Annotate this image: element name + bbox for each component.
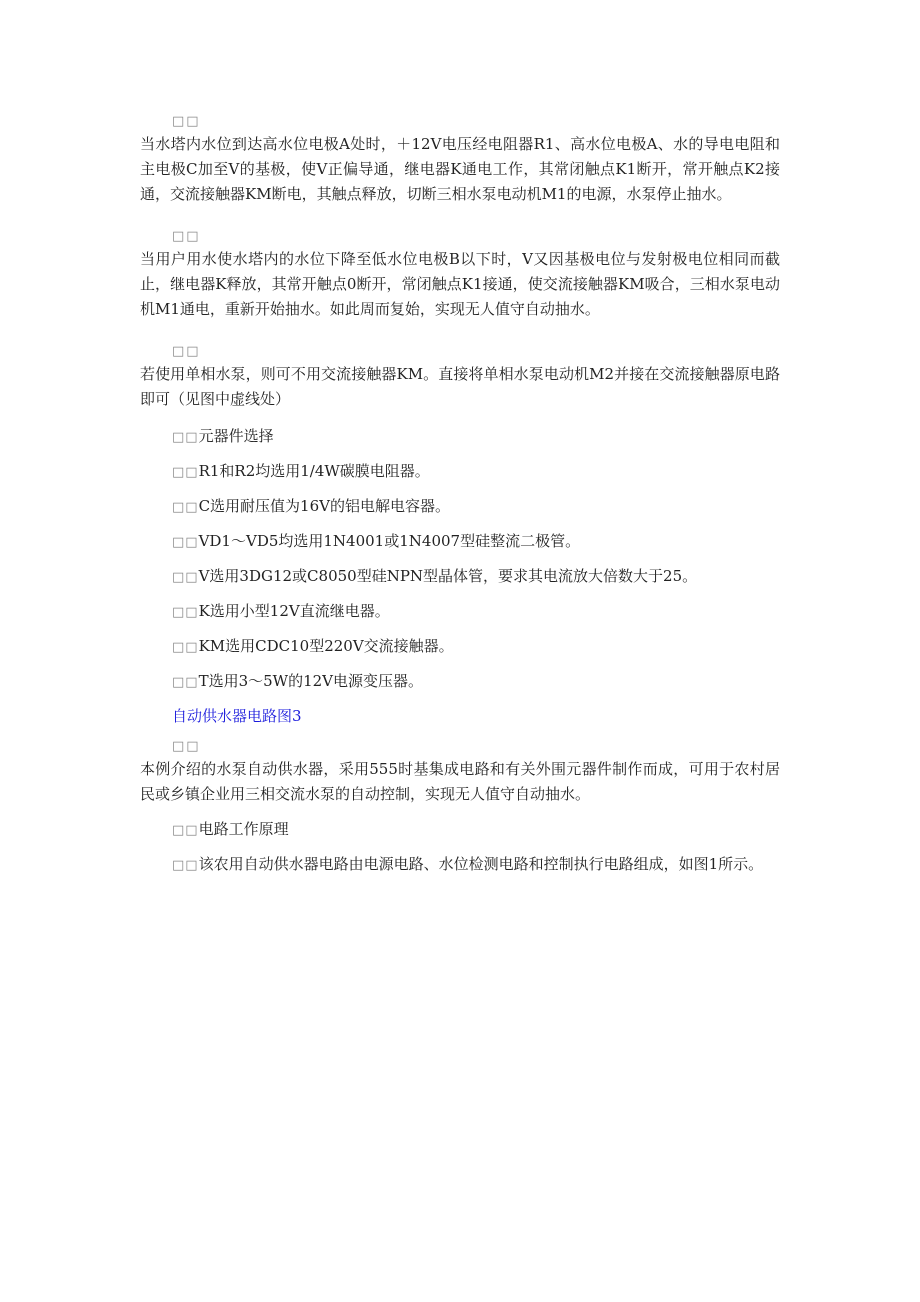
principle-heading-text: 电路工作原理 <box>198 820 289 838</box>
paragraph-principle <box>140 852 780 878</box>
component-item <box>140 459 780 484</box>
document-body <box>140 112 780 898</box>
component-item-text: KM选用CDC10型220V交流接触器。 <box>198 637 454 655</box>
paragraph-high-water: 当水塔内水位到达高水位电极A处时，＋12V电压经电阻器R1、高水位电极A、水的导电电阻和主电极C加至V的基极，使V正偏导通，继电器K通电工作，其常闭触点K1断开，常开触点K2接通，交流接触器KM断电，其触点释放，切断三相水泵电动机M1的电源，水泵停止抽水。 <box>140 135 780 203</box>
component-item <box>140 634 780 659</box>
placeholder-glyph: □□ <box>172 344 201 359</box>
components-heading <box>140 424 780 449</box>
placeholder-glyph: □□ <box>172 739 201 754</box>
placeholder-glyph: □□ <box>172 535 199 550</box>
principle-heading <box>140 817 780 842</box>
component-item <box>140 529 780 554</box>
placeholder-glyph: □□ <box>172 229 201 244</box>
placeholder-glyph: □□ <box>172 430 199 445</box>
component-item <box>140 599 780 624</box>
component-item <box>140 494 780 519</box>
component-item-text: VD1～VD5均选用1N4001或1N4007型硅整流二极管。 <box>198 532 581 550</box>
paragraph-intro: 本例介绍的水泵自动供水器，采用555时基集成电路和有关外围元器件制作而成，可用于农村居民或乡镇企业用三相交流水泵的自动控制，实现无人值守自动抽水。 <box>140 760 780 803</box>
placeholder-glyph: □□ <box>172 465 199 480</box>
placeholder-glyph: □□ <box>172 500 199 515</box>
component-item-text: T选用3～5W的12V电源变压器。 <box>198 672 424 690</box>
placeholder-glyph: □□ <box>172 570 199 585</box>
placeholder-glyph: □□ <box>172 114 201 129</box>
component-item-text: V选用3DG12或C8050型硅NPN型晶体管，要求其电流放大倍数大于25。 <box>198 567 698 585</box>
component-item <box>140 564 780 589</box>
components-heading-text: 元器件选择 <box>198 427 274 445</box>
paragraph-low-water: 当用户用水使水塔内的水位下降至低水位电极B以下时，V又因基极电位与发射极电位相同而截止，继电器K释放，其常开触点0断开，常闭触点K1接通，使交流接触器KM吸合，三相水泵电动机M1通电，重新开始抽水。如此周而复始，实现无人值守自动抽水。 <box>140 250 780 318</box>
placeholder-glyph: □□ <box>172 823 199 838</box>
component-item-text: K选用小型12V直流继电器。 <box>198 602 390 620</box>
paragraph-principle-text: 该农用自动供水器电路由电源电路、水位检测电路和控制执行电路组成，如图1所示。 <box>198 855 764 873</box>
placeholder-glyph: □□ <box>172 640 199 655</box>
placeholder-glyph: □□ <box>172 675 199 690</box>
component-item-text: R1和R2均选用1/4W碳膜电阻器。 <box>198 462 430 480</box>
component-item <box>140 669 780 694</box>
placeholder-glyph: □□ <box>172 605 199 620</box>
circuit-diagram-link-row <box>140 704 780 729</box>
placeholder-glyph: □□ <box>172 858 199 873</box>
circuit-diagram-link[interactable]: 自动供水器电路图3 <box>172 707 302 725</box>
paragraph-single-phase: 若使用单相水泵，则可不用交流接触器KM。直接将单相水泵电动机M2并接在交流接触器原电路即可（见图中虚线处） <box>140 365 780 408</box>
component-item-text: C选用耐压值为16V的铝电解电容器。 <box>198 497 450 515</box>
